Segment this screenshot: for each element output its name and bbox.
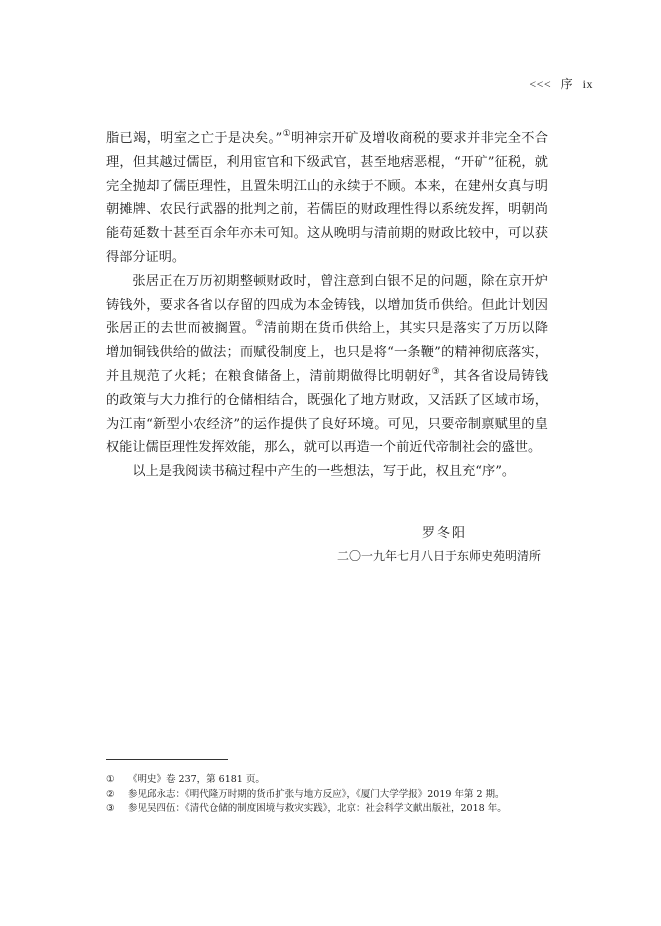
footnote-text: 参见吴四伍：《清代仓储的制度困境与救灾实践》，北京：社会科学文献出版社，2018 年。 — [128, 803, 507, 814]
footnote-mark: ③ — [106, 803, 115, 814]
author-signature: 罗冬阳 — [422, 526, 468, 541]
footnote-text: 参见邱永志：《明代隆万时期的货币扩张与地方反应》，《厦门大学学报》2019 年第 2 期。 — [128, 788, 505, 800]
running-header — [523, 75, 593, 92]
paragraph-text: ，其各省设局铸钱的政策与大力推行的仓储相结合，既强化了地方财政，又活跃了区域市场，为江南“新型小农经济”的运作提供了良好环境。可见，只要帝制禀赋里的皇权能让儒臣理性发挥效能，那么，就可以再造一个前近代帝制社会的盛世。 — [106, 368, 549, 456]
paragraph-1 — [106, 127, 548, 270]
header-arrows: <<< — [529, 77, 552, 91]
paragraph-2 — [106, 270, 548, 460]
paragraph-text: 明神宗开矿及增收商税的要求并非完全不合理，但其越过儒臣，利用宦官和下级武官，甚至地痞恶棍，“开矿”征税，就完全抛却了儒臣理性，且置朱明江山的永续于不顾。本来，在建州女真与明朝摊牌、农民行武器的批判之前，若儒臣的财政理性得以系统发挥，明朝尚能苟延数十甚至百余年亦未可知。这从晚明与清前期的财政比较中，可以获得部分证明。 — [106, 131, 548, 265]
footnote-mark: ① — [106, 774, 115, 785]
footnote-ref-1[interactable]: ① — [282, 129, 292, 139]
footnote-2 — [106, 788, 566, 803]
paragraph-3 — [106, 460, 548, 484]
paragraph-text: 清前期在货币供给上，其实只是落实了万历以降增加铜钱供给的做法；而赋役制度上，也只是将“一条鞭”的精神彻底落实，并且规范了火耗；在粮食储备上，清前期做得比明朝好 — [106, 321, 549, 384]
paragraph-text: 脂已竭，明室之亡于是决矣。” — [106, 131, 283, 146]
footnote-mark: ② — [106, 788, 115, 800]
header-section-title: 序 — [560, 77, 574, 91]
footnote-divider — [106, 759, 228, 760]
footnote-ref-3[interactable]: ③ — [431, 366, 440, 377]
page-number: ix — [582, 77, 593, 91]
footnote-3 — [106, 802, 566, 817]
footnote-1 — [106, 773, 566, 788]
footnotes — [106, 773, 566, 817]
paragraph-text: 以上是我阅读书稿过程中产生的一些想法，写于此，权且充“序”。 — [132, 464, 516, 480]
footnote-ref-2[interactable]: ② — [255, 319, 264, 330]
signature-date-place: 二〇一九年七月八日于东师史苑明清所 — [337, 549, 542, 563]
main-text — [106, 127, 548, 484]
paragraph-text: 张居正在万历初期整顿财政时，曾注意到白银不足的问题，除在京开炉铸钱外，要求各省以存留的四成为本金铸钱，以增加货币供给。但此计划因张居正的去世而被搁置。 — [106, 273, 548, 337]
footnote-text: 《明史》卷 237，第 6181 页。 — [128, 774, 265, 785]
